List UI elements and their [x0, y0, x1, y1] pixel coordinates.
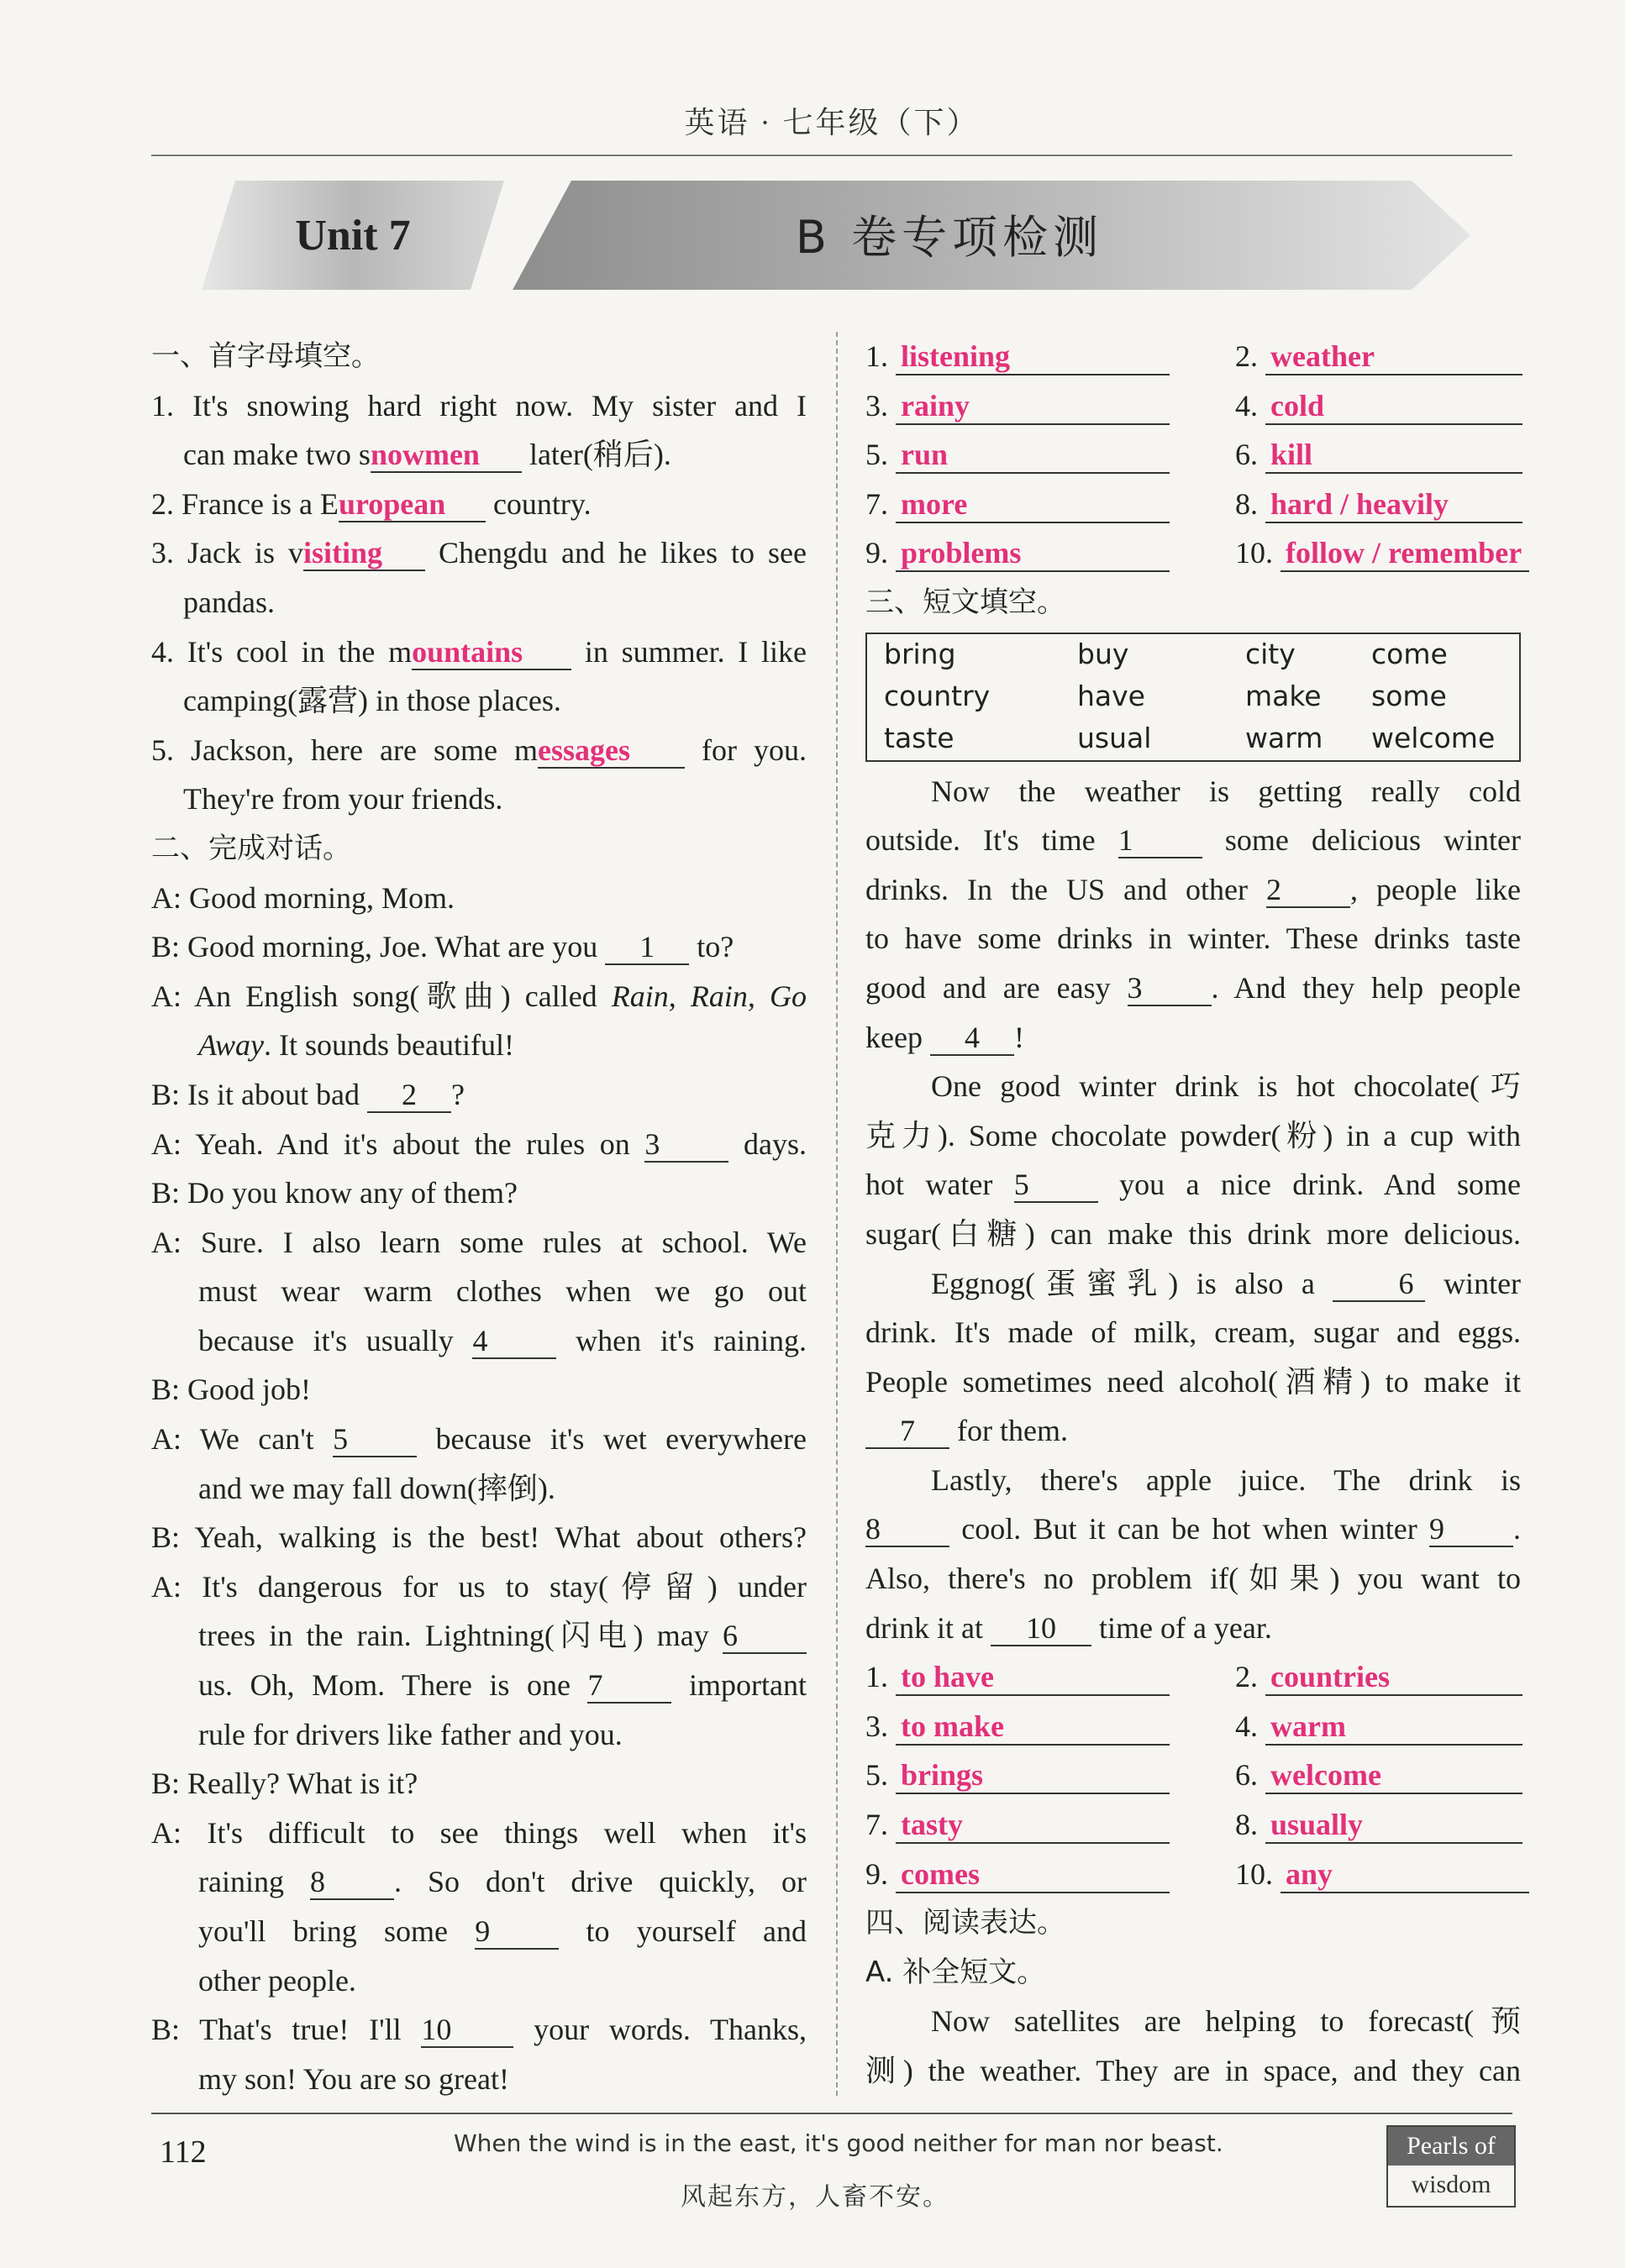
- passage-line: keep 4 !: [865, 1020, 1024, 1054]
- answer-row: 5. brings 6. welcome: [865, 1751, 1521, 1800]
- word-bank-item: buy: [1077, 637, 1129, 670]
- banner-title: B 卷专项检测: [795, 211, 1104, 264]
- answer-row: 7. more 8. hard / heavily: [865, 480, 1521, 529]
- s1-item2: 2. France is a European country.: [151, 486, 592, 521]
- dialog-line: us. Oh, Mom. There is one 7 important: [198, 1668, 807, 1703]
- passage-line: to have some drinks in winter. These drinks taste: [865, 921, 1521, 956]
- page-number: 112: [160, 2134, 207, 2170]
- dialog-line: B: Yeah, walking is the best! What about others?: [151, 1520, 807, 1555]
- dialog-line: A: An English song(歌曲) called Rain, Rain, Go: [151, 979, 807, 1013]
- passage-line: Now the weather is getting really cold: [931, 774, 1521, 808]
- answer-blank: run: [896, 437, 1170, 474]
- number-blank: 3: [1128, 971, 1212, 1006]
- answer-blank: kill: [1265, 437, 1522, 474]
- s1-item4-line2: camping(露营) in those places.: [183, 684, 561, 718]
- answer-row: 7. tasty 8. usually: [865, 1800, 1521, 1850]
- s1-item1-line1: 1. It's snowing hard right now. My sister and I: [151, 388, 807, 423]
- dialog-line: A: Yeah. And it's about the rules on 3 days.: [151, 1126, 807, 1161]
- number-blank: 5: [1014, 1168, 1098, 1203]
- unit-label: Unit 7: [295, 212, 411, 260]
- dialog-line: B: Good morning, Joe. What are you 1 to?: [151, 930, 734, 964]
- section4-subheading: A. 补全短文。: [865, 1955, 1046, 1989]
- answer-row: 9. problems 10. follow / remember: [865, 528, 1521, 578]
- section1-heading: 一、首字母填空。: [151, 339, 380, 373]
- dialog-line: B: Really? What is it?: [151, 1767, 418, 1801]
- passage-line: hot water 5 you a nice drink. And some: [865, 1168, 1521, 1202]
- answer-blank: cold: [1265, 388, 1522, 425]
- passage-line: sugar(白糖) can make this drink more delicious.: [865, 1216, 1521, 1251]
- answer-blank: tasty: [896, 1807, 1170, 1844]
- dialog-line: trees in the rain. Lightning(闪电) may 6: [151, 1611, 807, 1661]
- passage-line: Lastly, there's apple juice. The drink is: [931, 1462, 1521, 1497]
- left-column: [151, 332, 807, 2103]
- answer-row: 5. run 6. kill: [865, 430, 1521, 480]
- answer-blank: essages: [538, 733, 685, 769]
- dialog-line: B: Is it about bad 2 ?: [151, 1077, 465, 1111]
- answer-row: 3. to make 4. warm: [865, 1702, 1521, 1751]
- answer-blank: to have: [896, 1659, 1170, 1696]
- column-divider: [836, 332, 838, 2096]
- answer-blank: countries: [1265, 1659, 1522, 1696]
- s1-item1-line2: can make two snowmen later(稍后).: [183, 438, 671, 472]
- answer-blank: brings: [896, 1757, 1170, 1794]
- dialog-line: you'll bring some 9 to yourself and: [198, 1914, 807, 1948]
- section4-heading: 四、阅读表达。: [865, 1906, 1065, 1940]
- passage-line: 克力). Some chocolate powder(粉) in a cup with: [865, 1118, 1521, 1152]
- passage-line: People sometimes need alcohol(酒精) to make it: [865, 1364, 1521, 1399]
- word-bank-item: some: [1371, 679, 1447, 712]
- answer-blank: to make: [896, 1709, 1170, 1746]
- answer-row: 3. rainy 4. cold: [865, 381, 1521, 431]
- answer-blank: warm: [1265, 1709, 1522, 1746]
- passage-line: Eggnog(蛋蜜乳) is also a 6 winter: [931, 1266, 1522, 1300]
- passage-line: outside. It's time 1 some delicious winter: [865, 823, 1522, 858]
- passage-line: 测) the weather. They are in space, and they can: [865, 2054, 1521, 2087]
- answer-blank: weather: [1265, 339, 1522, 375]
- passage-line: Also, there's no problem if(如果) you want to: [865, 1562, 1521, 1596]
- dialog-line: my son! You are so great!: [198, 2061, 509, 2096]
- section3-heading: 三、短文填空。: [865, 585, 1065, 619]
- word-bank-item: usual: [1077, 721, 1152, 754]
- answer-row: 1. listening 2. weather: [865, 332, 1521, 381]
- answer-blank: any: [1281, 1856, 1529, 1893]
- answer-blank: comes: [896, 1856, 1170, 1893]
- footer-quote-english: When the wind is in the east, it's good neither for man nor beast.: [454, 2129, 1223, 2157]
- number-blank: 9: [475, 1914, 559, 1950]
- s1-item5-line1: 5. Jackson, here are some messages for you.: [151, 732, 807, 767]
- number-blank: 7: [865, 1414, 949, 1449]
- dialog-line: A: It's difficult to see things well when it's: [151, 1815, 807, 1850]
- number-blank: 2: [1266, 873, 1350, 908]
- running-header: 英语 · 七年级（下）: [684, 106, 980, 139]
- dialog-line: A: Good morning, Mom.: [151, 880, 455, 915]
- s1-item3-line1: 3. Jack is visiting Chengdu and he likes to see: [151, 536, 807, 570]
- word-bank-item: welcome: [1371, 721, 1496, 754]
- number-blank: 7: [587, 1668, 671, 1704]
- answer-blank: nowmen: [371, 438, 522, 473]
- answer-blank: usually: [1265, 1807, 1522, 1844]
- dialog-line: A: It's dangerous for us to stay(停留) under: [151, 1569, 807, 1604]
- word-bank-item: country: [884, 679, 991, 712]
- number-blank: 10: [991, 1611, 1091, 1646]
- word-bank-item: have: [1077, 679, 1145, 712]
- badge-bottom-label: wisdom: [1411, 2171, 1491, 2198]
- number-blank: 6: [723, 1619, 807, 1654]
- answer-blank: welcome: [1265, 1757, 1522, 1794]
- dialog-line: because it's usually 4 when it's raining.: [198, 1323, 807, 1357]
- answer-blank: uropean: [339, 487, 486, 522]
- number-blank: 4: [930, 1021, 1014, 1056]
- s1-item4-line1: 4. It's cool in the mountains in summer. I like: [151, 634, 807, 669]
- section2-heading: 二、完成对话。: [151, 831, 351, 865]
- number-blank: 2: [367, 1078, 451, 1113]
- answer-blank: listening: [896, 339, 1170, 375]
- s1-item5-line2: They're from your friends.: [183, 782, 503, 816]
- passage-line: good and are easy 3 . And they help people: [865, 970, 1522, 1005]
- header-rule: [151, 155, 1512, 156]
- badge-top-label: Pearls of: [1388, 2127, 1514, 2166]
- answer-blank: problems: [896, 535, 1170, 572]
- footer-rule: [151, 2113, 1512, 2114]
- passage-line: 8 cool. But it can be hot when winter 9 .: [865, 1512, 1521, 1546]
- dialog-line: A: Sure. I also learn some rules at school. We: [151, 1225, 807, 1259]
- number-blank: 3: [644, 1127, 728, 1163]
- passage-line: Now satellites are helping to forecast(预: [931, 2004, 1521, 2039]
- dialog-line: must wear warm clothes when we go out: [198, 1274, 807, 1309]
- dialog-line: Away. It sounds beautiful!: [198, 1028, 514, 1063]
- unit-banner: [202, 172, 1479, 298]
- number-blank: 4: [472, 1324, 556, 1359]
- passage-line: 7 for them.: [865, 1406, 1521, 1456]
- answer-row: 9. comes 10. any: [865, 1850, 1521, 1899]
- dialog-line: raining 8 . So don't drive quickly, or: [198, 1865, 807, 1899]
- word-bank-item: warm: [1245, 721, 1323, 754]
- number-blank: 1: [605, 930, 689, 965]
- number-blank: 1: [1118, 823, 1202, 858]
- passage-line: drink it at 10 time of a year.: [865, 1610, 1272, 1645]
- answer-blank: isiting: [303, 536, 425, 571]
- answer-blank: rainy: [896, 388, 1170, 425]
- number-blank: 9: [1429, 1512, 1513, 1547]
- answer-blank: more: [896, 486, 1170, 523]
- dialog-line: B: Good job!: [151, 1373, 312, 1407]
- right-column: [865, 332, 1521, 2096]
- pearls-of-wisdom-badge: [1386, 2125, 1516, 2208]
- dialog-line: and we may fall down(摔倒).: [198, 1471, 555, 1505]
- word-bank-item: taste: [884, 721, 954, 754]
- s1-item3-line2: pandas.: [183, 585, 275, 619]
- number-blank: 5: [333, 1422, 417, 1457]
- dialog-line: other people.: [198, 1963, 356, 1998]
- footer-quote-chinese: 风起东方，人畜不安。: [681, 2183, 949, 2211]
- answer-blank: ountains: [412, 635, 571, 670]
- number-blank: 6: [1333, 1267, 1425, 1302]
- answer-row: 1. to have 2. countries: [865, 1652, 1521, 1702]
- passage-line: drink. It's made of milk, cream, sugar and eggs.: [865, 1315, 1521, 1350]
- dialog-line: A: We can't 5 because it's wet everywhere: [151, 1422, 807, 1457]
- dialog-line: B: Do you know any of them?: [151, 1176, 518, 1210]
- word-bank-item: come: [1371, 637, 1448, 670]
- number-blank: 10: [421, 2013, 513, 2048]
- passage-line: One good winter drink is hot chocolate(巧: [931, 1069, 1521, 1104]
- passage-line: drinks. In the US and other 2 , people like: [865, 872, 1521, 906]
- number-blank: 8: [865, 1512, 949, 1547]
- answer-blank: follow / remember: [1281, 535, 1529, 572]
- dialog-line: B: That's true! I'll 10 your words. Thanks,: [151, 2013, 807, 2047]
- answer-blank: hard / heavily: [1265, 486, 1522, 523]
- word-bank-item: make: [1245, 679, 1322, 712]
- word-bank-item: city: [1245, 637, 1296, 670]
- number-blank: 8: [310, 1865, 394, 1900]
- word-bank: [865, 633, 1521, 762]
- dialog-line: rule for drivers like father and you.: [198, 1717, 623, 1751]
- word-bank-item: bring: [884, 637, 956, 670]
